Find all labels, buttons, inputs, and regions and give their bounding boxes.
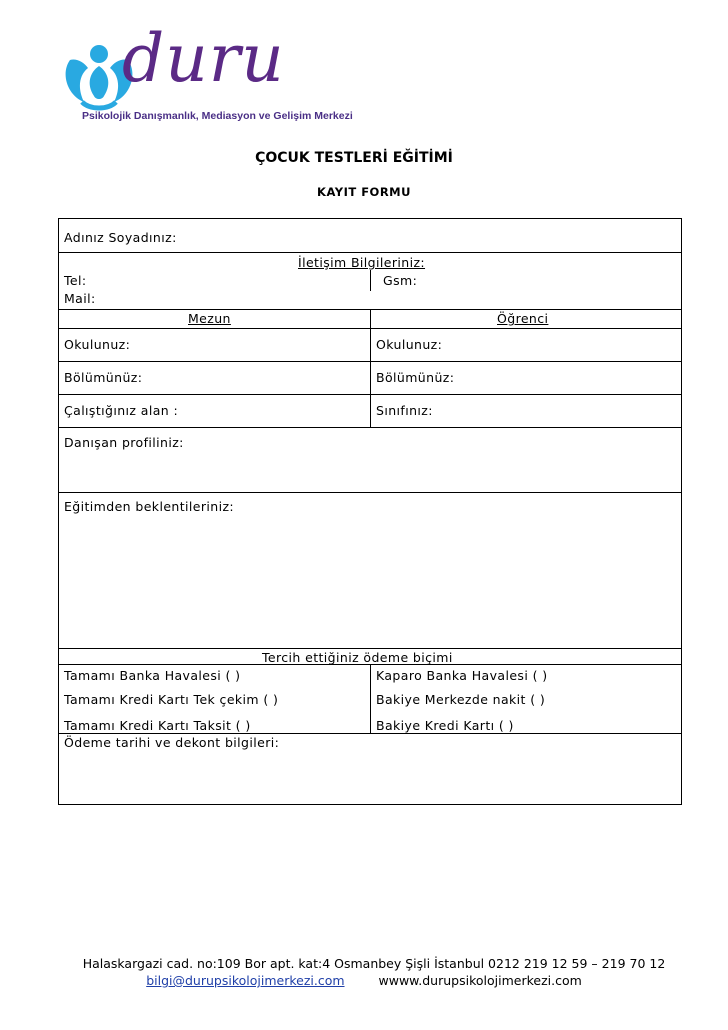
logo-word: duru — [122, 20, 285, 97]
payment-date-field[interactable]: Ödeme tarihi ve dekont bilgileri: — [64, 735, 280, 750]
expectations-field[interactable]: Eğitimden beklentileriniz: — [64, 499, 235, 514]
row-divider — [59, 648, 681, 649]
pay-option-card-installment[interactable]: Tamamı Kredi Kartı Taksit ( ) — [64, 718, 251, 733]
footer-contact — [0, 973, 728, 988]
tel-field[interactable]: Tel: — [64, 273, 87, 288]
footer-email-link[interactable]: bilgi@durupsikolojimerkezi.com — [146, 973, 345, 988]
pay-option-balance-cash[interactable]: Bakiye Merkezde nakit ( ) — [376, 692, 546, 707]
page-subtitle: KAYIT FORMU — [317, 185, 411, 199]
pay-option-bank-full[interactable]: Tamamı Banka Havalesi ( ) — [64, 668, 241, 683]
duru-logo — [60, 20, 353, 128]
stud-school-field[interactable]: Okulunuz: — [376, 337, 443, 352]
row-divider — [59, 492, 681, 493]
grad-work-field[interactable]: Çalıştığınız alan : — [64, 403, 179, 418]
column-divider — [370, 309, 371, 427]
stud-dept-field[interactable]: Bölümünüz: — [376, 370, 455, 385]
logo-tagline: Psikolojik Danışmanlık, Mediasyon ve Gelişim Merkezi — [82, 110, 353, 122]
row-divider — [59, 733, 681, 734]
payment-header: Tercih ettiğiniz ödeme biçimi — [262, 650, 453, 665]
graduate-header: Mezun — [188, 311, 231, 326]
grad-school-field[interactable]: Okulunuz: — [64, 337, 131, 352]
stud-class-field[interactable]: Sınıfınız: — [376, 403, 433, 418]
client-profile-field[interactable]: Danışan profiliniz: — [64, 435, 184, 450]
grad-dept-field[interactable]: Bölümünüz: — [64, 370, 143, 385]
tel-gsm-divider — [370, 270, 371, 291]
registration-form — [58, 218, 682, 805]
column-divider — [370, 664, 371, 733]
pay-option-deposit-bank[interactable]: Kaparo Banka Havalesi ( ) — [376, 668, 548, 683]
row-divider — [59, 218, 681, 219]
page-title: ÇOCUK TESTLERİ EĞİTİMİ — [255, 150, 453, 166]
footer-address: Halaskargazi cad. no:109 Bor apt. kat:4 Osmanbey Şişli İstanbul 0212 219 12 59 – 219 70 12 — [82, 956, 666, 971]
student-header: Öğrenci — [497, 311, 549, 326]
name-field[interactable]: Adınız Soyadınız: — [64, 230, 177, 245]
pay-option-card-single[interactable]: Tamamı Kredi Kartı Tek çekim ( ) — [64, 692, 279, 707]
pay-option-balance-card[interactable]: Bakiye Kredi Kartı ( ) — [376, 718, 514, 733]
row-divider — [59, 252, 681, 253]
contact-header: İletişim Bilgileriniz: — [298, 255, 426, 270]
row-divider — [59, 427, 681, 428]
gsm-field[interactable]: Gsm: — [383, 273, 418, 288]
mail-field[interactable]: Mail: — [64, 291, 96, 306]
footer-website: wwww.durupsikolojimerkezi.com — [378, 973, 582, 988]
